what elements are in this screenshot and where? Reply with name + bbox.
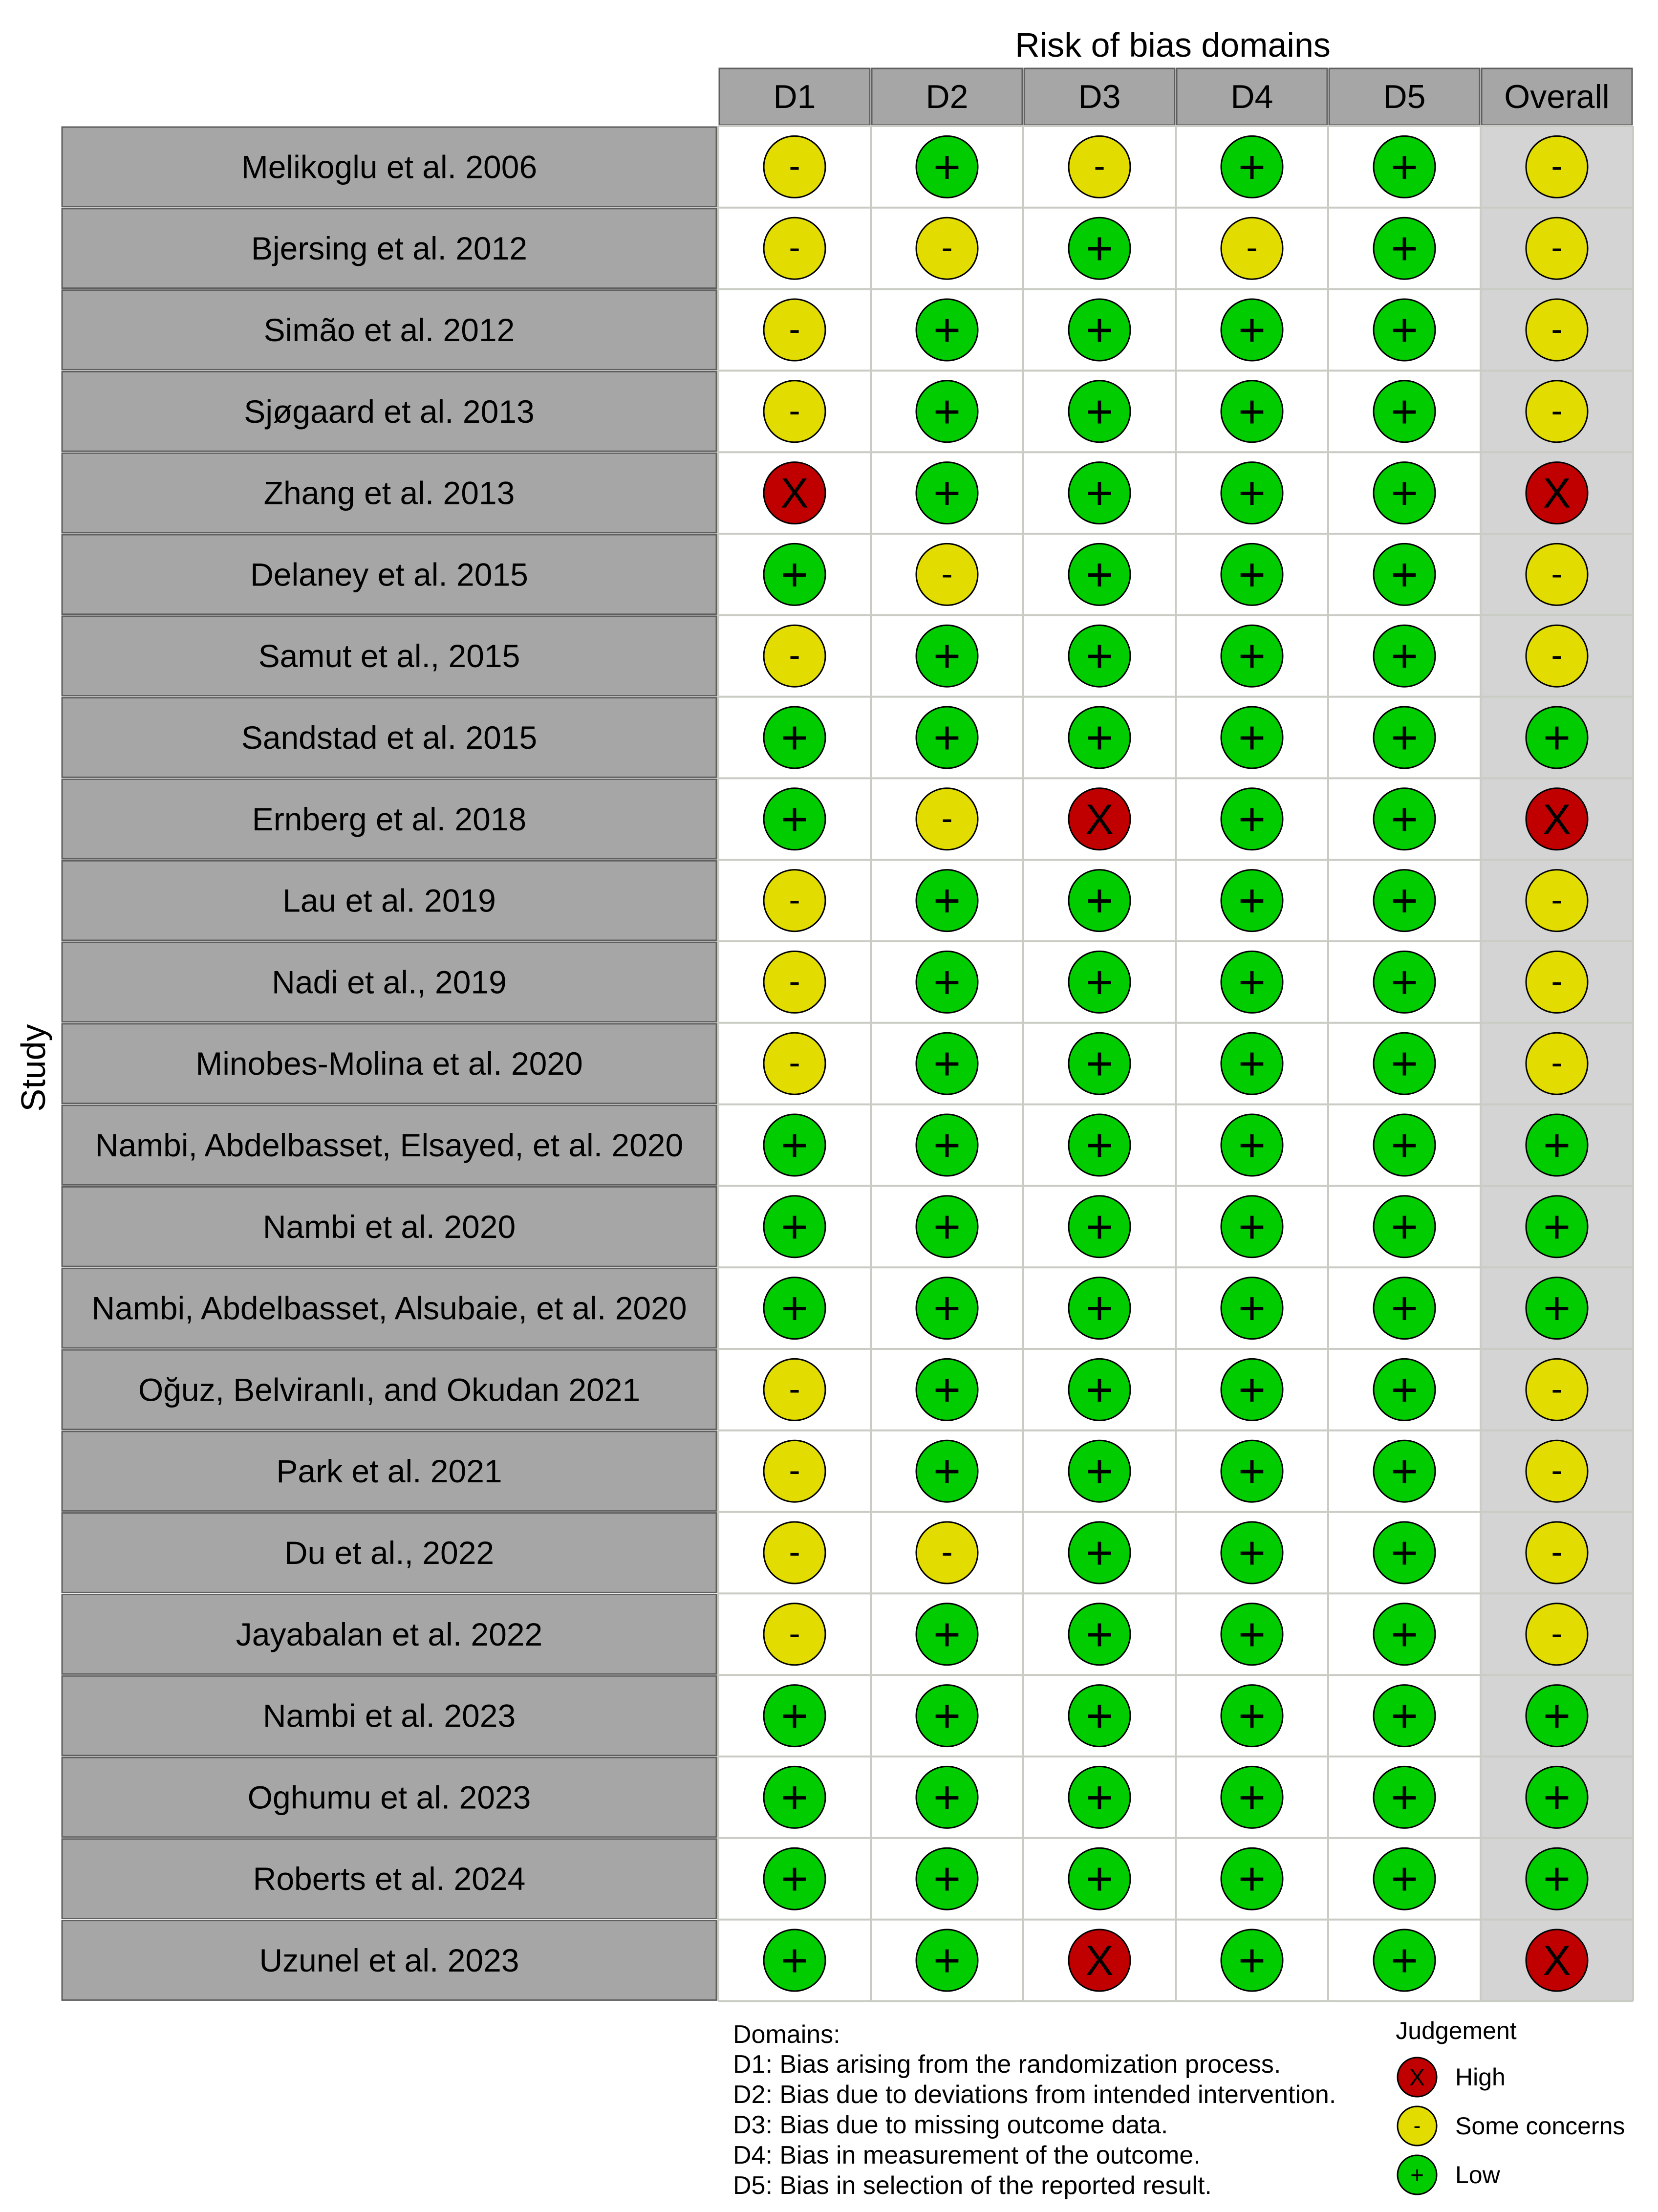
judgement-symbol: - [789,1369,800,1408]
judgement-symbol: + [1238,1119,1266,1171]
judgement-symbol: - [1551,391,1563,430]
study-label: Roberts et al. 2024 [253,1861,526,1897]
study-label: Nambi, Abdelbasset, Alsubaie, et al. 2020 [91,1290,687,1326]
y-axis-label: Study [14,1024,52,1112]
judgement-symbol: + [1238,1608,1266,1661]
study-label: Sjøgaard et al. 2013 [244,393,535,430]
judgement-symbol: - [789,880,800,919]
judgement-symbol: + [780,793,809,846]
judgement-symbol: + [1085,874,1114,927]
judgement-symbol: + [780,1690,809,1742]
judgement-symbol: - [1551,1369,1563,1408]
judgement-symbol: + [1238,630,1266,683]
judgement-symbol: + [780,1119,809,1171]
domain-definition: D2: Bias due to deviations from intended intervention. [733,2081,1336,2109]
judgement-symbol: + [1085,304,1114,356]
study-label: Zhang et al. 2013 [263,475,515,511]
column-header-label: Overall [1504,78,1610,115]
judgement-symbol: + [1238,1364,1266,1416]
judgement-symbol: + [933,956,961,1009]
judgement-symbol: X [780,470,809,517]
judgement-symbol: + [1238,1771,1266,1824]
judgement-symbol: + [1085,1364,1114,1416]
judgement-symbol: X [1543,470,1571,517]
study-label: Nadi et al., 2019 [272,964,507,1000]
judgement-symbol: + [1238,385,1266,438]
judgement-symbol: - [789,1451,800,1490]
judgement-symbol: + [933,712,961,764]
judgement-symbol: + [1390,1445,1419,1498]
judgement-symbol: + [1390,1282,1419,1335]
study-label: Melikoglu et al. 2006 [241,149,538,185]
judgement-symbol: + [780,1853,809,1906]
column-header-label: D2 [926,78,969,115]
judgement-symbol: - [1551,1451,1563,1490]
judgement-symbol: + [1390,385,1419,438]
domain-definition: D1: Bias arising from the randomization process. [733,2050,1281,2079]
judgement-symbol: + [933,1282,961,1335]
legend-label: Low [1455,2161,1500,2189]
judgement-symbol: + [1390,304,1419,356]
study-label: Lau et al. 2019 [282,882,496,919]
judgement-symbol: + [1543,1282,1571,1335]
judgement-symbol: - [1551,880,1563,919]
judgement-symbol: + [1543,1853,1571,1906]
judgement-symbol: + [1238,1853,1266,1906]
judgement-symbol: + [933,630,961,683]
column-header-label: D4 [1230,78,1273,115]
judgement-symbol: + [1238,1934,1266,1987]
judgement-symbol: X [1543,796,1571,843]
judgement-symbol: - [941,228,953,267]
judgement-symbol: + [1238,1038,1266,1090]
judgement-symbol: + [1543,1200,1571,1253]
judgement-symbol: + [1085,1119,1114,1171]
judgement-symbol: - [941,799,953,837]
judgement-symbol: + [1085,467,1114,520]
judgement-symbol: - [789,1043,800,1082]
judgement-symbol: + [1390,467,1419,520]
judgement-symbol: + [1085,1853,1114,1906]
legend-label: High [1455,2063,1506,2091]
judgement-symbol: - [1551,1043,1563,1082]
judgement-symbol: + [1390,1608,1419,1661]
study-label: Uzunel et al. 2023 [259,1942,519,1978]
study-label: Oghumu et al. 2023 [247,1779,531,1816]
judgement-symbol: + [1390,1690,1419,1742]
judgement-symbol: - [789,1614,800,1652]
judgement-symbol: - [789,310,800,348]
domain-definition: D4: Bias in measurement of the outcome. [733,2141,1201,2169]
judgement-symbol: X [1543,1937,1571,1984]
judgement-symbol: + [1390,1527,1419,1579]
judgement-symbol: + [1085,956,1114,1009]
judgement-symbol: + [1238,1527,1266,1579]
judgement-symbol: + [1238,956,1266,1009]
study-label: Nambi, Abdelbasset, Elsayed, et al. 2020 [95,1127,684,1163]
judgement-symbol: - [1551,1533,1563,1571]
judgement-symbol: + [780,1771,809,1824]
judgement-symbol: + [1543,1771,1571,1824]
judgement-symbol: - [789,228,800,267]
study-label: Jayabalan et al. 2022 [236,1616,543,1652]
judgement-symbol: + [1238,1445,1266,1498]
judgement-symbol: + [933,874,961,927]
judgement-symbol: + [1390,1934,1419,1987]
column-header-label: D1 [773,78,816,115]
judgement-symbol: + [1085,222,1114,275]
judgement-symbol: + [1085,712,1114,764]
judgement-symbol: + [1390,874,1419,927]
judgement-symbol: + [1238,874,1266,927]
study-label: Sandstad et al. 2015 [241,719,538,756]
judgement-symbol: + [1390,1119,1419,1171]
judgement-symbol: + [933,1445,961,1498]
legend-label: Some concerns [1455,2112,1625,2140]
judgement-symbol: + [1390,1200,1419,1253]
judgement-symbol: + [1390,956,1419,1009]
judgement-symbol: + [933,1934,961,1987]
judgement-symbol: + [1390,1771,1419,1824]
legend-symbol: X [1409,2065,1425,2091]
judgement-symbol: + [933,467,961,520]
judgement-symbol: + [933,1038,961,1090]
judgement-symbol: + [933,1853,961,1906]
judgement-symbol: + [1390,548,1419,601]
judgement-symbol: + [1238,1282,1266,1335]
study-label: Nambi et al. 2023 [262,1697,516,1734]
judgement-symbol: - [789,1533,800,1571]
study-label: Simão et al. 2012 [263,312,515,348]
judgement-symbol: + [933,1771,961,1824]
judgement-symbol: + [933,1200,961,1253]
judgement-symbol: + [1238,548,1266,601]
judgement-symbol: - [1551,962,1563,1000]
judgement-symbol: + [1238,712,1266,764]
judgement-symbol: + [1238,1200,1266,1253]
study-label: Delaney et al. 2015 [250,556,528,593]
judgement-symbol: + [780,712,809,764]
judgement-symbol: + [933,1119,961,1171]
judgement-symbol: + [1390,712,1419,764]
study-label: Park et al. 2021 [276,1453,502,1490]
judgement-symbol: + [1543,712,1571,764]
judgement-symbol: + [1543,1690,1571,1742]
judgement-symbol: + [1390,793,1419,846]
domains-heading: Domains: [733,2020,840,2049]
judgement-symbol: + [1238,467,1266,520]
judgement-symbol: + [1085,1200,1114,1253]
judgement-symbol: + [1543,1119,1571,1171]
judgement-symbol: - [789,636,800,674]
judgement-symbol: + [780,1200,809,1253]
legend-symbol: - [1413,2114,1421,2138]
judgement-symbol: - [1094,147,1105,185]
judgement-symbol: - [1551,1614,1563,1652]
judgement-symbol: + [1390,141,1419,194]
judgement-symbol: + [1390,1853,1419,1906]
judgement-symbol: - [1551,554,1563,593]
judgement-symbol: + [780,1934,809,1987]
judgement-symbol: + [1238,304,1266,356]
judgement-symbol: + [1238,1690,1266,1742]
judgement-symbol: - [789,147,800,185]
study-label: Du et al., 2022 [284,1535,495,1571]
judgement-symbol: + [1238,141,1266,194]
legend-title: Judgement [1396,2017,1517,2044]
judgement-symbol: - [941,1533,953,1571]
study-label: Bjersing et al. 2012 [251,230,528,267]
judgement-symbol: + [1085,1608,1114,1661]
judgement-symbol: + [933,304,961,356]
column-header-label: D5 [1383,78,1426,115]
judgement-symbol: - [1551,310,1563,348]
study-label: Ernberg et al. 2018 [252,801,527,837]
judgement-symbol: + [1085,1038,1114,1090]
judgement-grid [62,68,1633,2001]
study-label: Samut et al., 2015 [258,638,520,674]
judgement-symbol: + [933,1364,961,1416]
judgement-symbol: + [1085,548,1114,601]
study-label: Nambi et al. 2020 [262,1208,516,1245]
judgement-symbol: + [1085,630,1114,683]
judgement-symbol: + [933,141,961,194]
column-header-label: D3 [1078,78,1121,115]
judgement-symbol: - [1551,228,1563,267]
judgement-symbol: + [1085,1282,1114,1335]
judgement-symbol: - [789,391,800,430]
judgement-symbol: + [1085,1445,1114,1498]
domain-definition: D3: Bias due to missing outcome data. [733,2111,1168,2139]
judgement-symbol: + [1085,1527,1114,1579]
judgement-symbol: + [780,1282,809,1335]
judgement-symbol: + [933,1690,961,1742]
study-label: Minobes-Molina et al. 2020 [195,1045,583,1082]
judgement-symbol: + [933,385,961,438]
study-label: Oğuz, Belviranlı, and Okudan 2021 [138,1371,641,1408]
judgement-symbol: + [1390,222,1419,275]
judgement-symbol: + [933,1608,961,1661]
domain-definition: D5: Bias in selection of the reported result. [733,2171,1212,2200]
judgement-symbol: + [1238,793,1266,846]
judgement-symbol: - [1551,147,1563,185]
judgement-symbol: X [1085,796,1114,843]
judgement-symbol: - [789,962,800,1000]
judgement-symbol: + [1390,630,1419,683]
judgement-symbol: + [1085,1771,1114,1824]
judgement-symbol: + [1390,1038,1419,1090]
judgement-symbol: - [1246,228,1258,267]
judgement-symbol: - [941,554,953,593]
judgement-symbol: - [1551,636,1563,674]
judgement-symbol: + [780,548,809,601]
judgement-symbol: + [1085,1690,1114,1742]
chart-title: Risk of bias domains [1015,26,1331,64]
judgement-symbol: + [1390,1364,1419,1416]
judgement-symbol: X [1085,1937,1114,1984]
legend-symbol: + [1410,2163,1424,2189]
judgement-symbol: + [1085,385,1114,438]
